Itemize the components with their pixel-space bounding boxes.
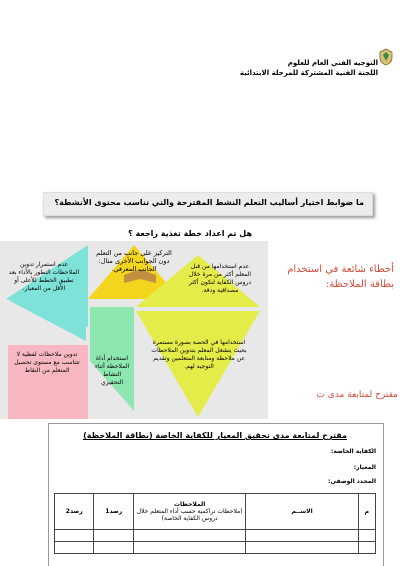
diagram-left-text: عدم استمرار تدوين الملاحظات التطور بالأداء بعد تطبيق الخطط للأعلى أو الأقل من المعيار. (8, 261, 80, 292)
table-cell[interactable] (246, 530, 358, 542)
question-2-text: هل تم اعداد خطة تغذية راجعة ؟ (128, 229, 252, 238)
header-line-2: اللجنة الفنية المشتركة للمرحلة الابتدائية (239, 69, 378, 77)
document-header (240, 58, 378, 78)
table-cell[interactable] (246, 542, 358, 554)
field-unit-label: المحدد الوصفي: (328, 478, 376, 485)
col-name: الاســم (246, 494, 358, 530)
col-obs1: رصد1 (94, 494, 133, 530)
table-cell[interactable] (358, 542, 375, 554)
table-cell[interactable] (94, 542, 133, 554)
field-competency-label: الكفاية الخاصة: (330, 448, 376, 455)
table-cell[interactable] (55, 530, 94, 542)
table-cell[interactable] (94, 530, 133, 542)
observation-table (54, 493, 376, 554)
table-header-row (55, 494, 376, 530)
table-row (55, 542, 376, 554)
header-line-1: التوجيه الفني العام للعلوم (287, 59, 378, 67)
form-title: مقترح لمتابعة مدى تحقيق المعيار للكفاية الخاصة (بطاقة الملاحظة) (83, 431, 347, 440)
diagram-bottom-left-text: تدوين ملاحظات لفظية لا تتناسب مع مستوى تحصيل المتعلم من النقاط (14, 351, 80, 374)
table-cell[interactable] (133, 542, 245, 554)
table-cell[interactable] (133, 530, 245, 542)
col-notes-title: الملاحظات (173, 501, 206, 508)
col-notes-detail: (ملاحظات تراكمية حسب أداء المتعلم خلال دروس الكفاية الخاصة) (136, 508, 243, 522)
diagram-top-text: التركيز على جانب من التعلم دون الجوانب الأخرى مثال: الجانب المعرفي. (96, 249, 172, 273)
field-standard-label: المعيار: (353, 464, 376, 471)
col-obs2: رصد2 (55, 494, 94, 530)
proposal-note: مقترح لمتابعة مدى ت (316, 390, 398, 400)
col-notes (133, 494, 245, 530)
table-cell[interactable] (55, 542, 94, 554)
diagram-center-text: استخدام أداة الملاحظة أثناء النشاط التحفيزي (94, 355, 130, 386)
question-1-text: ما ضوابط اختيار أساليب التعلم النشط المقترحة والتي تناسب محتوى الأنشطة؟ (54, 198, 364, 207)
table-cell[interactable] (358, 530, 375, 542)
question-1-box (43, 192, 373, 216)
col-num: م (358, 494, 375, 530)
common-mistakes-diagram (0, 241, 268, 419)
table-row (55, 530, 376, 542)
diagram-bottom-right-text: استخدامها في الحصة بصورة مستمرة بحيث ينشغل المعلم بتدوين الملاحظات عن ملاحظة ومتابعة المتعلمين وتقديم التوجيه لهم. (151, 339, 247, 370)
common-mistakes-note: أخطاء شائعة في استخدام بطاقة الملاحظة: (287, 264, 394, 290)
ministry-logo-icon (378, 48, 394, 66)
diagram-right-text: عدم استخدامها من قبل المعلم أكثر من مرة خلال دروس الكفاية لتكون أكثر مصداقية ودقة. (188, 263, 252, 294)
